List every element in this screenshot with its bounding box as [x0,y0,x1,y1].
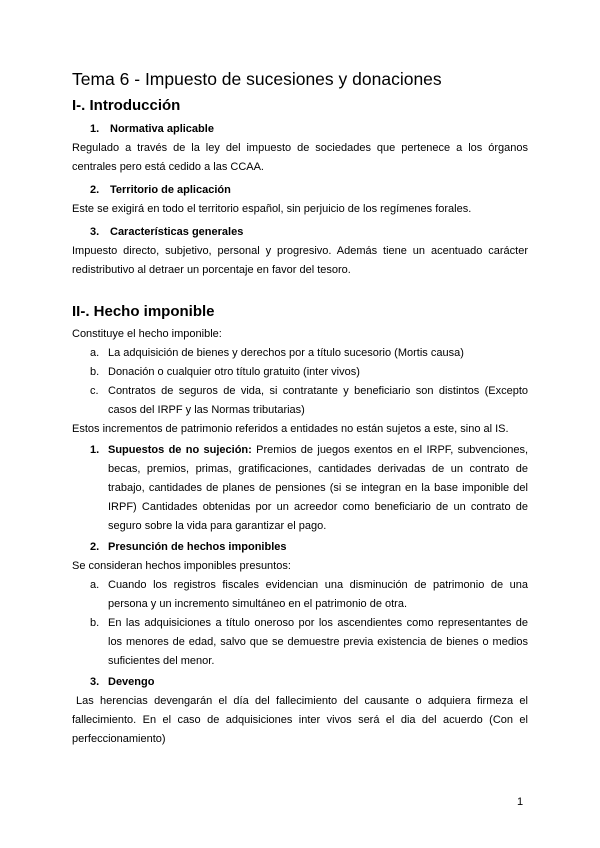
paragraph-presuncion-lead: Se consideran hechos imponibles presuntos: [72,560,291,572]
list-item: a. Cuando los registros fiscales evidencian una disminución de patrimonio de una persona y un incremento simultáneo en el patrimonio de otra. [90,579,528,610]
paragraph-caracteristicas: Impuesto directo, subjetivo, personal y progresivo. Además tiene un acentuado carácter redistributivo al detraer un porcentaje en favor del tesoro. [72,245,528,276]
subheading-normativa: 1. Normativa aplicable [90,123,214,135]
section-heading-introduccion: I-. Introducción [72,97,181,114]
document-title: Tema 6 - Impuesto de sucesiones y donaciones [72,69,442,89]
paragraph-note: Estos incrementos de patrimonio referidos a entidades no están sujetos a este, sino al IS. [72,423,509,435]
subheading-territorio: 2. Territorio de aplicación [90,184,231,196]
section-heading-hecho-imponible: II-. Hecho imponible [72,303,215,320]
list-item: c. Contratos de seguros de vida, si contratante y beneficiario son distintos (Excepto casos del IRPF y las Normas tributarias) [90,385,528,416]
presuncion-list [72,576,528,671]
paragraph-devengo: Las herencias devengarán el día del fallecimiento del causante o adquiera firmeza el fallecimiento. En el caso de adquisiciones inter vivos será el dia del acuerdo (Con el perfeccionamiento) [72,695,528,745]
paragraph-normativa: Regulado a través de la ley del impuesto de sociedades que pertenece a los órganos centrales pero está cedido a las CCAA. [72,142,528,173]
subheading-caracteristicas: 3. Características generales [90,226,244,238]
list-item: b. Donación o cualquier otro título gratuito (inter vivos) [90,366,360,378]
list-item: b. En las adquisiciones a título oneroso por los ascendientes como representantes de los menores de edad, salvo que se demuestre previa existencia de bienes o medios suficientes del menor. [90,617,528,667]
supuestos-item: 1. Supuestos de no sujeción: Premios de juegos exentos en el IRPF, subvenciones, becas, premios, primas, gratificaciones, cantidades derivadas de un contrato de trabajo, cantidades de planes de pensiones (si se integran en la base imponible del IRPF) Cantidades obtenidas por un acreedor como beneficiario de un contrato de seguro sobre la vida para garantizar el pago. [90,444,528,532]
paragraph-hecho-lead: Constituye el hecho imponible: [72,328,222,340]
page-number: 1 [517,796,524,808]
devengo-heading: 3. Devengo [90,676,155,688]
document-page [72,68,528,749]
paragraph-territorio: Este se exigirá en todo el territorio español, sin perjuicio de los regímenes forales. [72,203,472,215]
presuncion-heading: 2. Presunción de hechos imponibles [90,541,287,553]
list-item: a. La adquisición de bienes y derechos por a título sucesorio (Mortis causa) [90,347,464,359]
hecho-list [72,344,528,420]
